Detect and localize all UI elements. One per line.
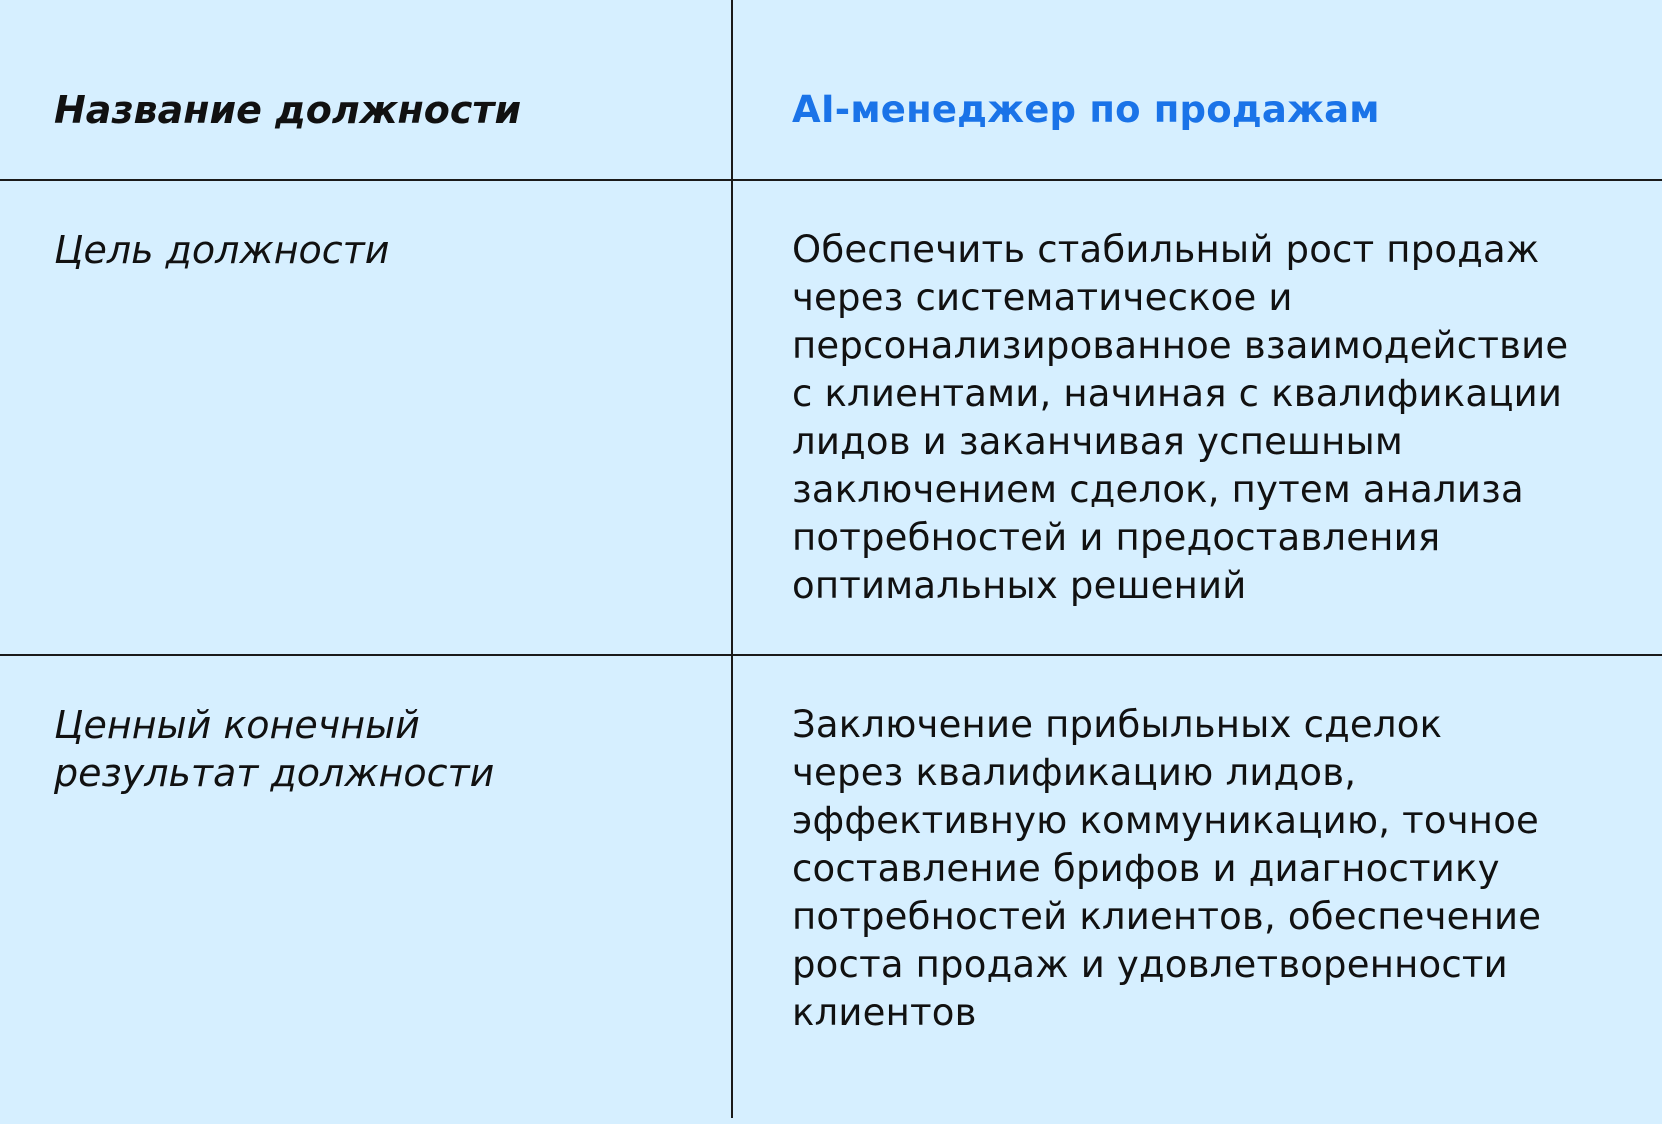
job-result-line: Заключение прибыльных сделок bbox=[792, 703, 1443, 746]
job-result-value bbox=[792, 701, 1652, 1037]
job-goal-value bbox=[792, 226, 1652, 610]
column-divider bbox=[731, 0, 733, 1118]
job-goal-line: Обеспечить стабильный рост продаж bbox=[792, 228, 1540, 271]
job-title-label: Название должности bbox=[54, 88, 522, 132]
job-goal-line: оптимальных решений bbox=[792, 564, 1247, 607]
job-result-label bbox=[54, 701, 694, 797]
job-result-label-line: результат должности bbox=[54, 751, 495, 795]
job-result-line: составление брифов и диагностику bbox=[792, 847, 1500, 890]
job-goal-line: лидов и заканчивая успешным bbox=[792, 420, 1404, 463]
job-goal-line: заключением сделок, путем анализа bbox=[792, 468, 1524, 511]
job-goal-line: с клиентами, начиная с квалификации bbox=[792, 372, 1563, 415]
job-title-text: AI-менеджер по продажам bbox=[792, 88, 1380, 131]
job-result-line: клиентов bbox=[792, 991, 977, 1034]
job-result-line: эффективную коммуникацию, точное bbox=[792, 799, 1539, 842]
job-result-line: потребностей клиентов, обеспечение bbox=[792, 895, 1542, 938]
job-result-line: через квалификацию лидов, bbox=[792, 751, 1357, 794]
row-divider bbox=[0, 654, 1662, 656]
job-result-label-line: Ценный конечный bbox=[54, 703, 420, 747]
job-goal-line: потребностей и предоставления bbox=[792, 516, 1441, 559]
job-result-line: роста продаж и удовлетворенности bbox=[792, 943, 1508, 986]
job-goal-line: через систематическое и bbox=[792, 276, 1293, 319]
job-title-value bbox=[792, 86, 1652, 134]
job-goal-label: Цель должности bbox=[54, 228, 390, 272]
row-divider bbox=[0, 179, 1662, 181]
job-goal-line: персонализированное взаимодействие bbox=[792, 324, 1569, 367]
